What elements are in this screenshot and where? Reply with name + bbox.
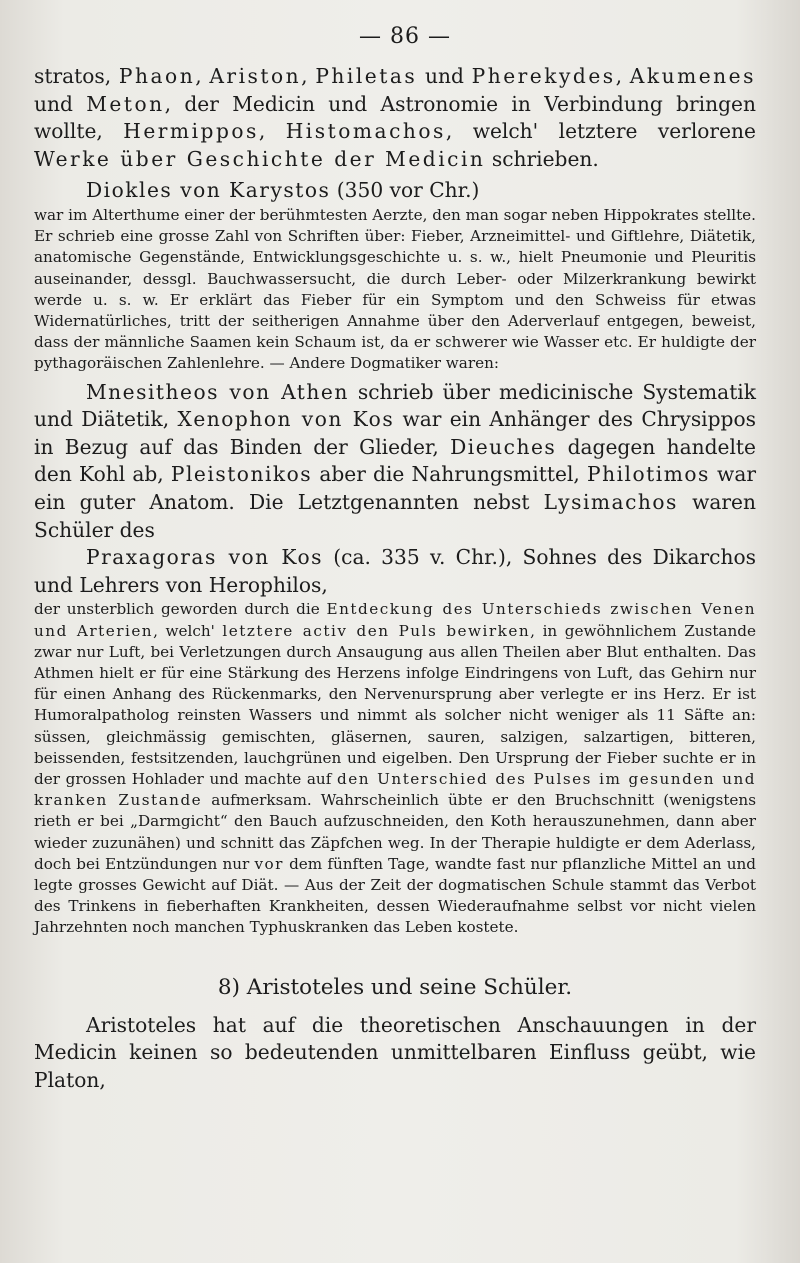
name-histomachos: Histomachos [285,119,446,144]
paragraph-praxagoras-body: der unsterblich geworden durch die Entdeckung des Unterschieds zwischen Venen und Arterien, welch' letztere activ den Puls bewirken, in gewöhnlichem Zustande zwar nur Luft, bei Verletzungen durch Ansaugung aus allen Theilen aber Blut enthalten. Das Athmen hielt er für eine Stärkung des Herzens infolge Eindringens von Luft, das Gehirn nur für einen Anhang des Rückenmarks, den Nervenursprung aber verlegte er ins Herz. Er ist Humoralpatholog reinsten Wassers und nimmt als solcher nicht weniger als 11 Säfte an: süssen, gleichmässig gemischten, gläsernen, sauren, salzigen, salzartigen, bitteren, beissenden, festsitzenden, lauchgrünen und eigelben. Den Ursprung der Fieber suchte er in der grossen Hohlader und machte auf den Unterschied des Pulses im gesunden und kranken Zustande aufmerksam. Wahrscheinlich übte er den Bruchschnitt (wenigstens rieth er bei „Darmgicht“ den Bauch aufzuschneiden, den Koth herauszunehmen, dann aber wieder zuzunähen) und schnitt das Zäpfchen weg. In der Therapie huldigte er dem Aderlass, doch bei Entzündungen nur vor dem fünften Tage, wandte fast nur pflanzliche Mittel an und legte grosses Gewicht auf Diät. — Aus der Zeit der dogmatischen Schule stammt das Verbot des Trinkens in fieberhaften Krankheiten, dessen Wiederaufnahme selbst vor nicht vielen Jahrzehnten noch manchen Typhuskranken das Leben kostete. [34,600,756,937]
phrase-werke: Werke über Geschichte der Medicin [34,146,486,171]
name-akumenes: Akumenes [629,64,756,88]
paragraph-diokles-heading: Diokles von Karystos (350 vor Chr.) [86,178,480,203]
phrase-unterschied-pulses: den Unterschied des Pulses im gesunden und kranken Zustande [34,769,756,810]
name-phaon: Phaon [118,64,196,88]
name-dieuches: Dieuches [450,434,557,459]
name-meton: Meton [86,91,165,116]
section-heading: 8) Aristoteles und seine Schüler. [217,974,573,1000]
name-pleistonikos: Pleistonikos [170,462,313,487]
paragraph-praxagoras-heading: Praxagoras von Kos (ca. 335 v. Chr.), Sohnes des Dikarchos und Lehrers von Herophilos, [34,545,756,597]
name-philotimos: Philotimos [586,462,710,487]
paragraph-dogmatiker: Mnesitheos von Athen schrieb über medicinische Systematik und Diätetik, Xenophon von Kos war ein Anhänger des Chrysippos in Bezug auf das Binden der Glieder, Dieuches dagegen handelte den Kohl ab, Pleistonikos aber die Nahrungsmittel, Philotimos war ein guter Anatom. Die Letztgenannten nebst Lysimachos waren Schüler des [34,379,756,542]
word-vor: vor [254,854,284,873]
paragraph-disciples: stratos, Phaon, Ariston, Philetas und Pherekydes, Akumenes und Meton, der Medicin und Astronomie in Verbindung bringen wollte, Hermippos, Histomachos, welch' letztere verlorene Werke über Geschichte der Medicin schrieben. [34,64,756,171]
name-philetas: Philetas [315,64,418,88]
page-number: — 86 — [359,24,451,49]
phrase-entdeckung: Entdeckung des Unterschieds zwischen Venen und Arterien [34,600,756,640]
name-lysimachos: Lysimachos [543,489,678,514]
name-xenophon: Xenophon von Kos [177,407,395,432]
name-pherekydes: Pherekydes [471,64,616,88]
phrase-puls: letztere activ den Puls bewirken [222,621,531,640]
name-ariston: Ariston [209,64,302,88]
paragraph-aristoteles: Aristoteles hat auf die theoretischen Anschauungen in der Medicin keinen so bedeutenden unmittelbaren Einfluss geübt, wie Platon, [34,1012,756,1092]
paragraph-diokles-body: war im Alterthume einer der berühmtesten Aerzte, den man sogar neben Hippokrates stellte. Er schrieb eine grosse Zahl von Schriften über: Fieber, Arzneimittel- und Giftlehre, Diätetik, anatomische Gegenstände, Entwicklungsgeschichte u. s. w., hielt Pneumonie und Pleuritis auseinander, dessgl. Bauchwassersucht, die durch Leber- oder Milzerkrankung bewirkt werde u. s. w. Er erklärt das Fieber für ein Symptom und den Schweiss für etwas Widernatürliches, tritt der seitherigen Annahme über den Aderverlauf entgegen, beweist, dass der männliche Saamen kein Schaum ist, da er schwerer wie Wasser etc. Er huldigte der pythagoräischen Zahlenlehre. — Andere Dogmatiker waren: [34,205,756,373]
name-praxagoras: Praxagoras von Kos [86,545,323,570]
name-diokles: Diokles von Karystos [86,178,331,203]
name-mnesitheos: Mnesitheos von Athen [86,379,349,404]
name-hermippos: Hermippos [123,119,259,144]
